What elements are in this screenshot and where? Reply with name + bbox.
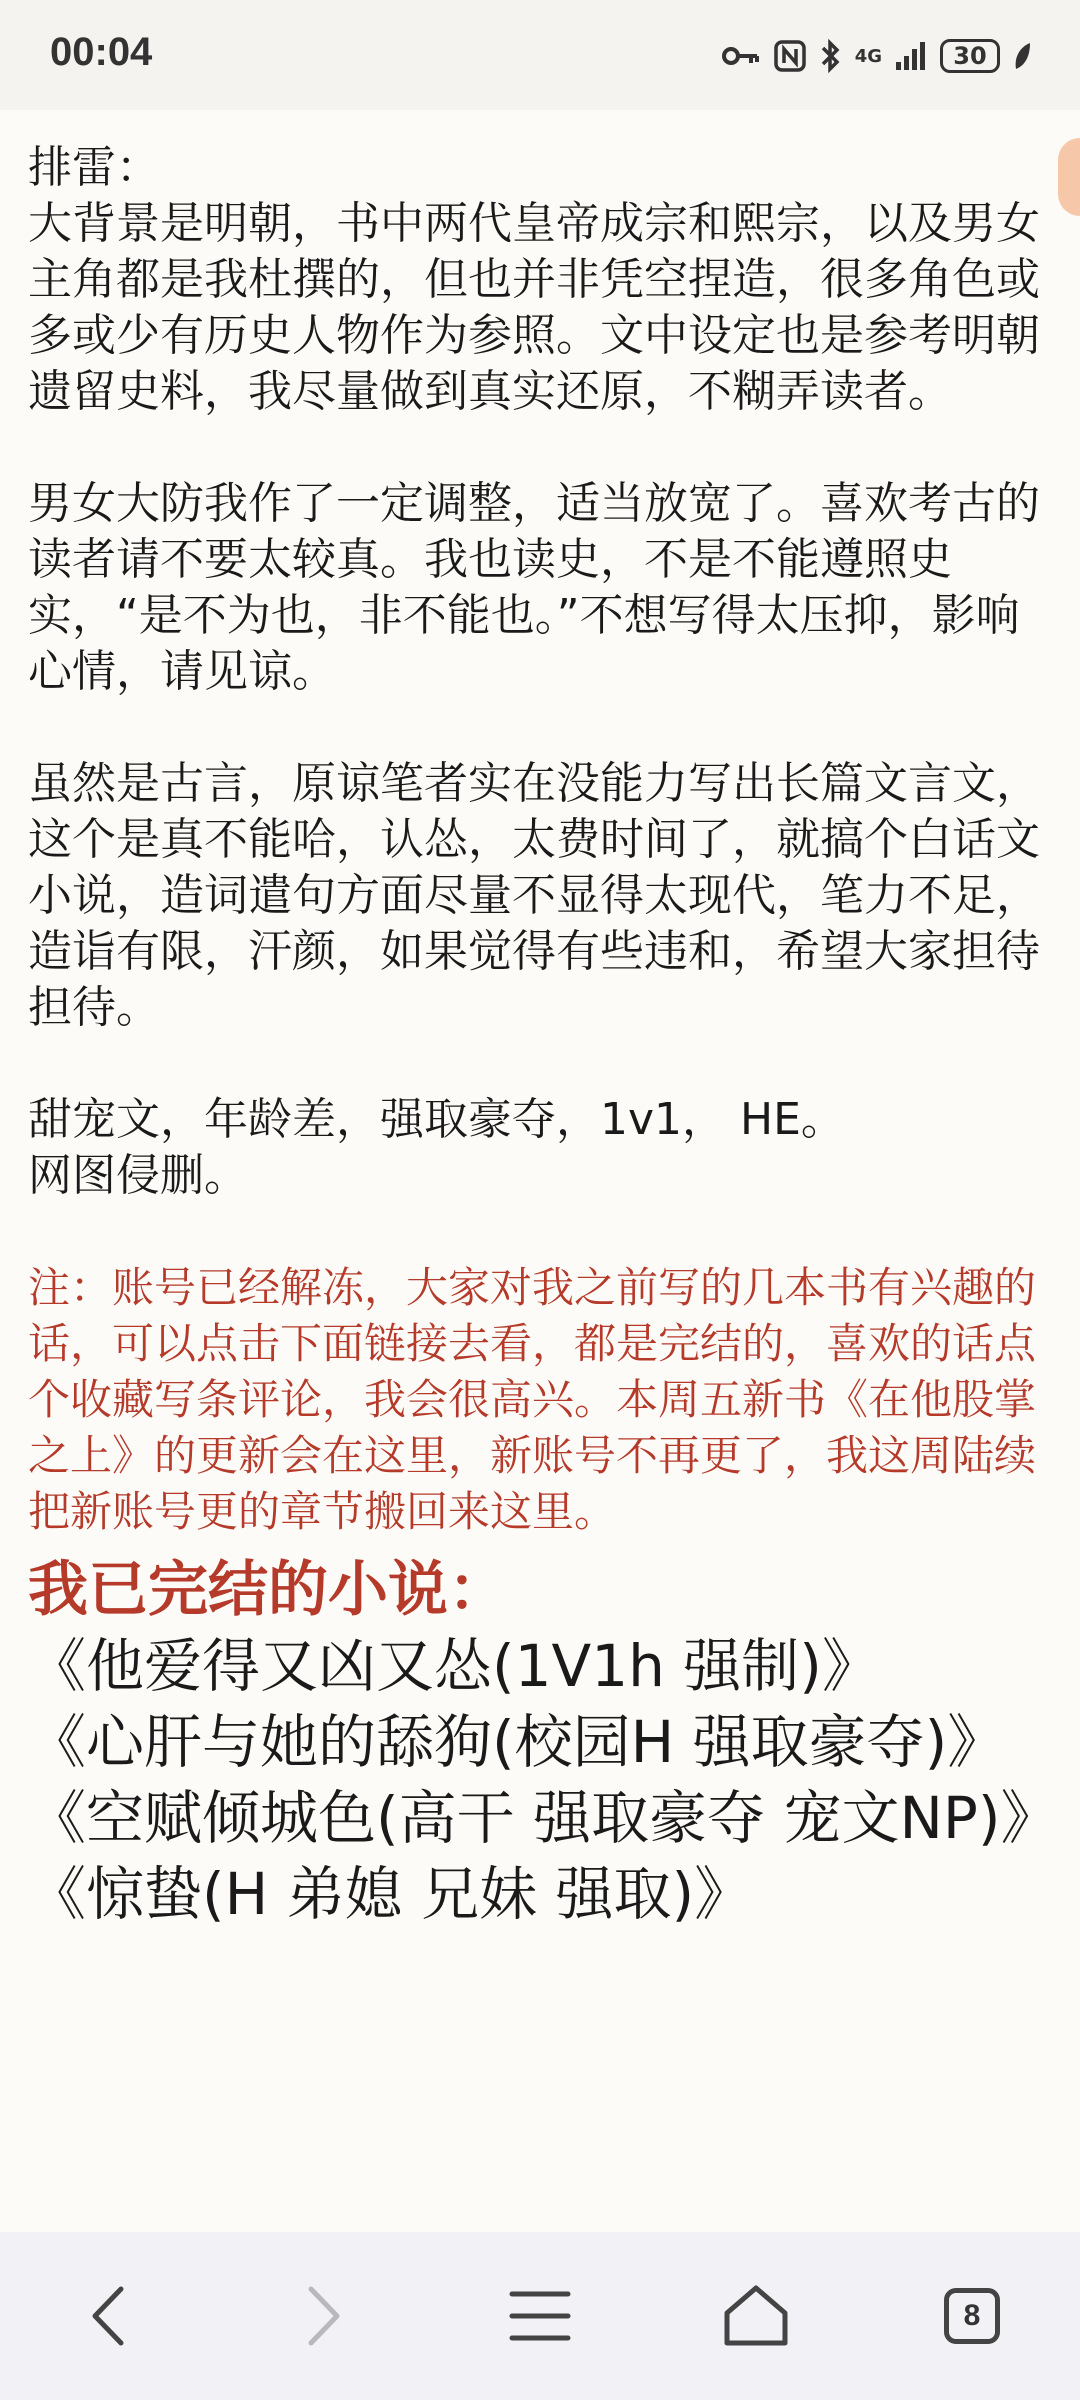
home-button[interactable] [696, 2256, 816, 2376]
paragraph-style: 虽然是古言，原谅笔者实在没能力写出长篇文言文，这个是真不能哈，认怂，太费时间了，就搞个白话文小说，造词遣句方面尽量不显得太现代，笔力不足，造诣有限，汗颜，如果觉得有些违和，希望大家担待担待。 [28, 758, 1040, 1033]
completed-novels-heading: 我已完结的小说： [28, 1555, 508, 1625]
article-content [28, 140, 1059, 1932]
forward-icon [299, 2281, 349, 2351]
menu-button[interactable] [480, 2256, 600, 2376]
back-icon [83, 2281, 133, 2351]
status-time: 00:04 [50, 30, 153, 74]
forward-button[interactable] [264, 2256, 384, 2376]
battery-icon [940, 39, 1000, 73]
nfc-icon [773, 39, 807, 73]
paragraph-tags: 甜宠文，年龄差，强取豪夺，1v1， HE。 网图侵删。 [28, 1094, 845, 1201]
book-list [28, 1628, 1059, 1932]
back-button[interactable] [48, 2256, 168, 2376]
battery-level: 30 [953, 42, 987, 70]
status-bar [0, 0, 1080, 110]
paragraph-warning: 排雷： 大背景是明朝，书中两代皇帝成宗和熙宗，以及男女主角都是我杜撰的，但也并非凭空捏造，很多角色或多或少有历史人物作为参照。文中设定也是参考明朝遗留史料，我尽量做到真实还原，不糊弄读者。 [28, 142, 1040, 417]
tabs-icon [944, 2288, 1000, 2344]
tab-count: 8 [963, 2299, 981, 2332]
key-icon [721, 41, 761, 71]
paragraph-adjustment: 男女大防我作了一定调整，适当放宽了。喜欢考古的读者请不要太较真。我也读史，不是不能遵照史实，“是不为也，非不能也。”不想写得太压抑，影响心情，请见谅。 [28, 478, 1040, 697]
tabs-button[interactable] [912, 2256, 1032, 2376]
menu-icon [508, 2286, 572, 2346]
browser-nav-bar [0, 2232, 1080, 2400]
status-icons [721, 34, 1032, 78]
book-link[interactable]: 《空赋倾城色(高干 强取豪夺 宠文NP)》 [28, 1784, 1059, 1852]
book-link[interactable]: 《心肝与她的舔狗(校园H 强取豪夺)》 [28, 1708, 1006, 1776]
floating-bubble[interactable] [1058, 138, 1080, 216]
bluetooth-icon [819, 38, 843, 74]
home-icon [721, 2283, 791, 2349]
signal-icon [894, 40, 928, 72]
leaf-icon [1012, 41, 1032, 71]
network-type: 4G [854, 45, 882, 67]
book-link[interactable]: 《他爱得又凶又怂(1V1h 强制)》 [28, 1632, 880, 1700]
notice-text: 注：账号已经解冻，大家对我之前写的几本书有兴趣的话，可以点击下面链接去看，都是完结的，喜欢的话点个收藏写条评论，我会很高兴。本周五新书《在他股掌之上》的更新会在这里，新账号不再更了，我这周陆续把新账号更的章节搬回来这里。 [28, 1263, 1037, 1536]
book-link[interactable]: 《惊蛰(H 弟媳 兄妹 强取)》 [28, 1860, 753, 1928]
